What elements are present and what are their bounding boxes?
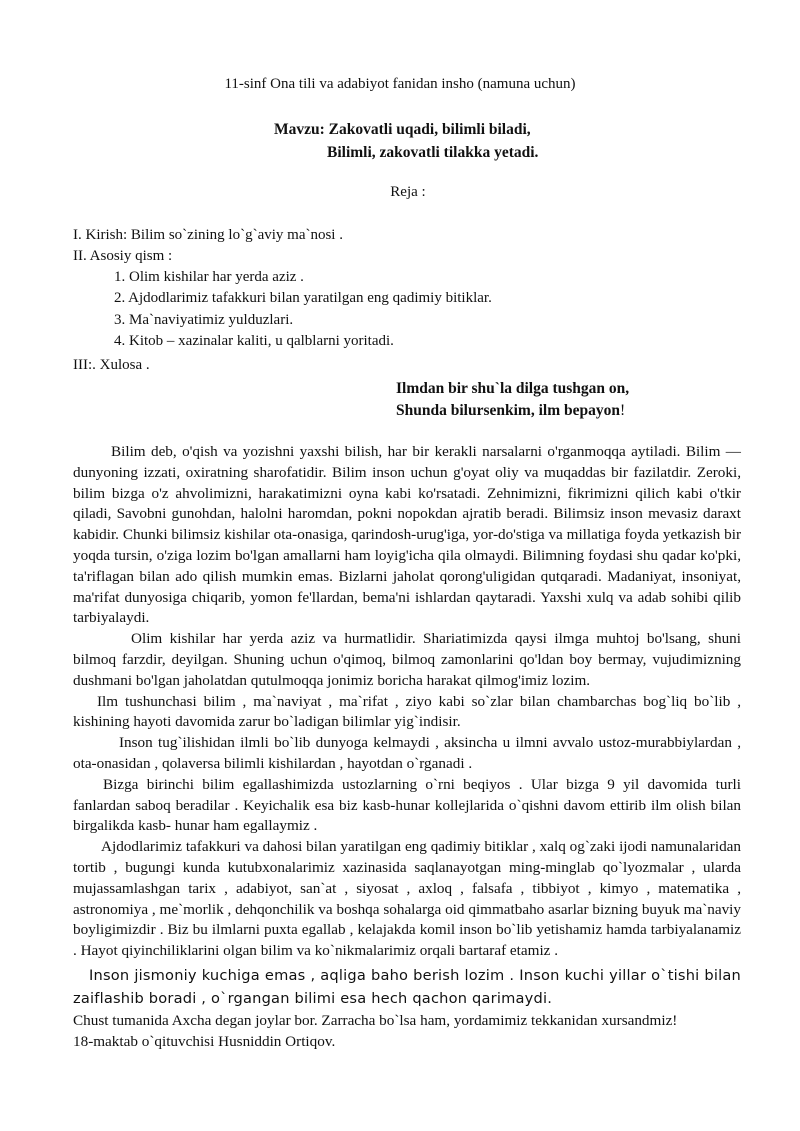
essay-paragraph: Bizga birinchi bilim egallashimizda ustozlarning o`rni beqiyos . Ular bizga 9 yil davomida turli fanlardan saboq beradilar . Keyichalik esa biz kasb-hunar kollejlarida o`qishni davom ettirib ilm olish bilan birgalikda kasb- hunar ham egallaymiz . [73,775,741,835]
plan-main: II. Asosiy qism : [73,248,173,264]
epigraph-exclamation: ! [619,402,626,419]
plan-item: 4. Kitob – xazinalar kaliti, u qalblarni yoritadi. [114,333,394,349]
essay-paragraph: Olim kishilar har yerda aziz va hurmatlidir. Shariatimizda qaysi ilmga muhtoj bo'lsang, shuni bilmoq farzdir, deyilgan. Shuning uchun o'qimoq, bilmoq zamonlarini qo'ldan boy bermay, vujudimizning dushmani bo'lgan jaholatdan qutulmoqqa jonimiz boricha harakat qilmog'imiz lozim. [73,630,741,689]
epigraph-line-2 [396,402,625,420]
epigraph-line-2-text: Shunda bilursenkim, ilm bepayon [396,402,620,419]
plan-item: 1. Olim kishilar har yerda aziz . [114,269,304,285]
plan-item: 2. Ajdodlarimiz tafakkuri bilan yaratilgan eng qadimiy bitiklar. [114,290,492,306]
essay-body [73,442,741,1053]
essay-paragraph: Inson tug`ilishidan ilmli bo`lib dunyoga kelmaydi , aksincha u ilmni avvalo ustoz-murabbiylardan , ota-onasidan , qolaversa bilimli kishilardan , hayotdan o`rganadi . [73,734,741,772]
plan-item: 3. Ma`naviyatimiz yulduzlari. [114,312,294,328]
essay-paragraph: Inson jismoniy kuchiga emas , aqliga baho berish lozim . Inson kuchi yillar o`tishi bilan zaiflashib boradi , o`rgangan bilimi esa hech qachon qarimaydi. [73,966,741,1007]
author-signature: 18-maktab o`qituvchisi Husniddin Ortiqov. [73,1032,336,1050]
epigraph-line-1: Ilmdan bir shu`la dilga tushgan on, [396,380,630,397]
closing-note: Chust tumanida Axcha degan joylar bor. Zarracha bo`lsa ham, yordamimiz tekkanidan xursandmiz! [73,1011,678,1029]
topic-line-2: Bilimli, zakovatli tilakka yetadi. [327,144,539,161]
essay-paragraph: Bilim deb, o'qish va yozishni yaxshi bilish, har bir kerakli narsalarni o'rganmoqqa aytiladi. Bilim — dunyoning izzati, oxiratning sharofatidir. Bilim inson uchun g'oyat oliy va muqaddas bir fazilatdir. Zeroki, bilim bizga o'z ahvolimizni, harakatimizni oyna kabi ko'rsatadi. Zehnimizni, fikrimizni qilich kabi o'tkir qiladi, Savobni gunohdan, halolni haromdan, pokni nopokdan ajratib beradi. Bilimsiz inson mevasiz daraxt kabidir. Chunki bilimsiz kishilar ota-onasiga, qarindosh-urug'iga, yor-do'stiga va millatiga foyda yetkazish bir yoqda tursin, o'ziga lozim bo'lgan amallarni ham loyig'icha qila olmaydi. Bilimning foydasi shu qadar ko'pki, ta'riflagan bilan ado qilish mumkin emas. Bizlarni jaholat qorong'uligidan qutqaradi. Madaniyat, insoniyat, ma'rifat dunyosiga chiqarib, yomon fe'llardan, bema'ni ishlardan qaytaradi. Yaxshi xulq va adab sohibi qilib tarbiyalaydi. [73,443,741,627]
plan-heading: Reja : [390,184,426,200]
document-title: 11-sinf Ona tili va adabiyot fanidan insho (namuna uchun) [224,76,576,92]
essay-paragraph: Ajdodlarimiz tafakkuri va dahosi bilan yaratilgan eng qadimiy bitiklar , xalq og`zaki ijodi namunalaridan tortib , bugungi kunda kutubxonalarimiz xazinasida saqlanayotgan ming-minglab qo`lyozmalar , ularda mujassamlashgan tarix , adabiyot, san`at , siyosat , axloq , falsafa , tibbiyot , kimyo , matematika , astronomiya , me`morlik , dehqonchilik va boshqa sohalarga oid qimmatbaho asarlar bizning buyuk ma`naviy boyligimizdir . Biz bu ilmlarni puxta egallab , kelajakda komil inson bo`lib yetishamiz hamda tarbiyalanamiz . Hayot qiyinchiliklarini olgan bilim va ko`nikmalarimiz orqali bartaraf etamiz . [73,838,741,960]
essay-paragraph: Ilm tushunchasi bilim , ma`naviyat , ma`rifat , ziyo kabi so`zlar bilan chambarchas bog`liq bo`lib , kishining hayoti davomida zarur bo`ladigan bilimlar yig`indisir. [73,692,741,731]
plan-conclusion: III:. Xulosa . [73,357,150,373]
topic-line-1: Mavzu: Zakovatli uqadi, bilimli biladi, [274,121,531,138]
plan-intro: I. Kirish: Bilim so`zining lo`g`aviy ma`nosi . [73,227,343,243]
